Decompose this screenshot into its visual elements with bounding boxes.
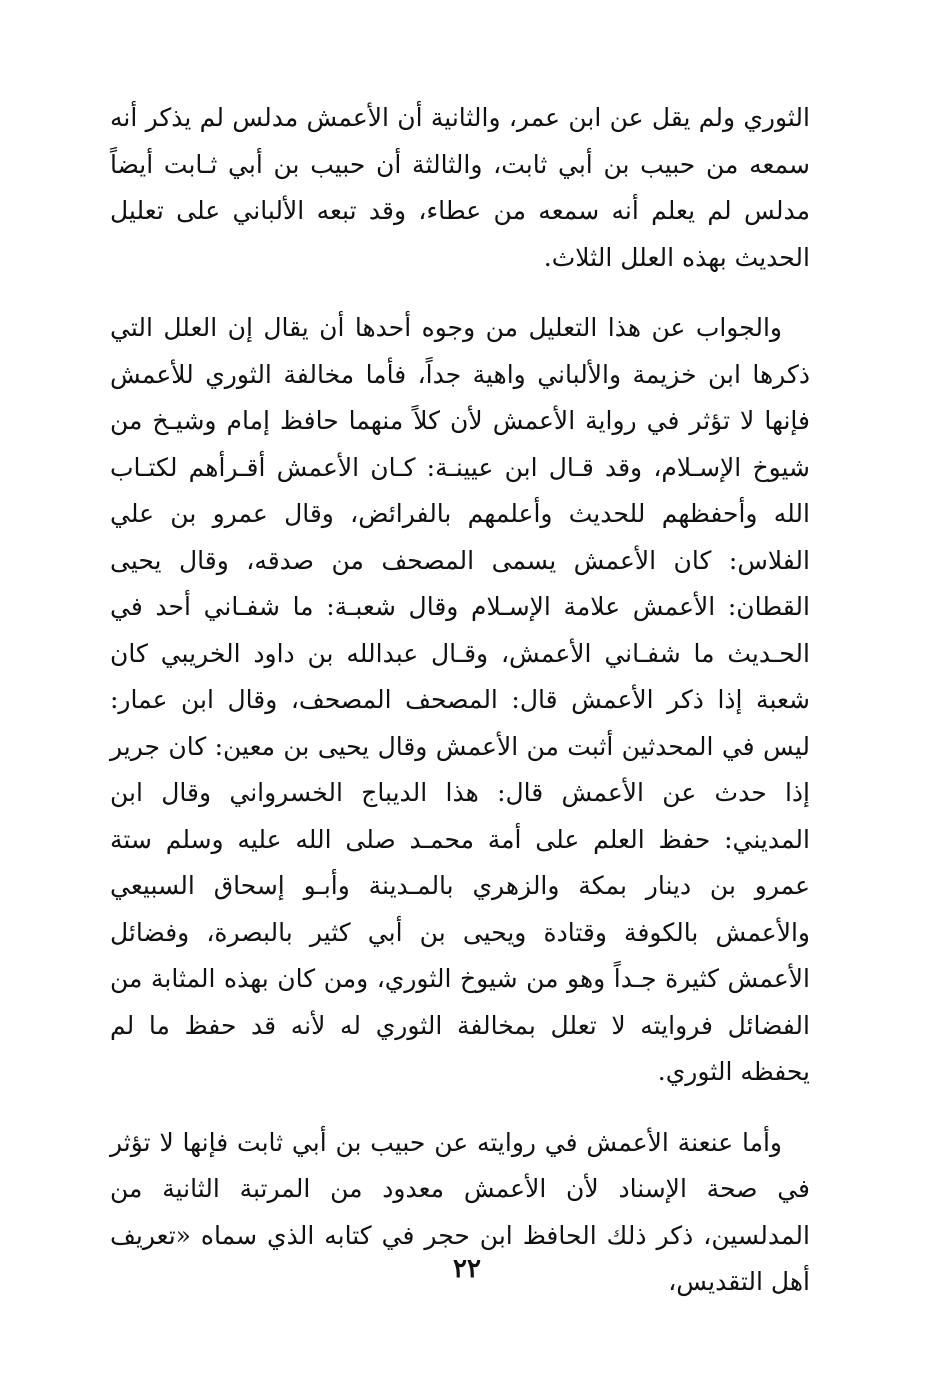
- paragraph-3: وأما عنعنة الأعمش في روايته عن حبيب بن أبي ثابت فإنها لا تؤثر في صحة الإسناد لأن الأعمش معدود من المرتبة الثانية من المدلسين، ذكر ذلك الحافظ ابن حجر في كتابه الذي سماه «تعريف أهل التقديس،: [110, 1127, 810, 1296]
- paragraph-2: والجواب عن هذا التعليل من وجوه أحدها أن يقال إن العلل التي ذكرها ابن خزيمة والألباني واهية جداً، فأما مخالفة الثوري للأعمش فإنها لا تؤثر في رواية الأعمش لأن كلاً منهما حافظ إمام وشيـخ من شيوخ الإسـلام، وقد قـال ابن عيينـة: كـان الأعمش أقـرأهم لكتـاب الله وأحفظهم للحديث وأعلمهم بالفرائض، وقال عمرو بن علي الفلاس: كان الأعمش يسمى المصحف من صدقه، وقال يحيى القطان: الأعمش علامة الإسـلام وقال شعبـة: ما شفـاني أحد في الحـديث ما شفـاني الأعمش، وقـال عبدالله بن داود الخريبي كان شعبة إذا ذكر الأعمش قال: المصحف المصحف، وقال ابن عمار: ليس في المحدثين أثبت من الأعمش وقال يحيى بن معين: كان جرير إذا حدث عن الأعمش قال: هذا الديباج الخسرواني وقال ابن المديني: حفظ العلم على أمة محمـد صلى الله عليه وسلم ستة عمرو بن دينار بمكة والزهري بالمـدينة وأبـو إسحاق السبيعي والأعمش بالكوفة وقتادة ويحيى بن أبي كثير بالبصرة، وفضائل الأعمش كثيرة جـداً وهو من شيوخ الثوري، ومن كان بهذه المثابة من الفضائل فروايته لا تعلل بمخالفة الثوري له لأنه قد حفظ ما لم يحفظه الثوري.: [110, 313, 810, 1086]
- paragraph-1: الثوري ولم يقل عن ابن عمر، والثانية أن الأعمش مدلس لم يذكر أنه سمعه من حبيب بن أبي ثابت، والثالثة أن حبيب بن أبي ثـابت أيضاً مدلس لم يعلم أنه سمعه من عطاء، وقد تبعه الألباني على تعليل الحديث بهذه العلل الثلاث.: [110, 103, 810, 272]
- body-text: [110, 95, 810, 1306]
- page-number: ٢٢: [453, 1254, 481, 1284]
